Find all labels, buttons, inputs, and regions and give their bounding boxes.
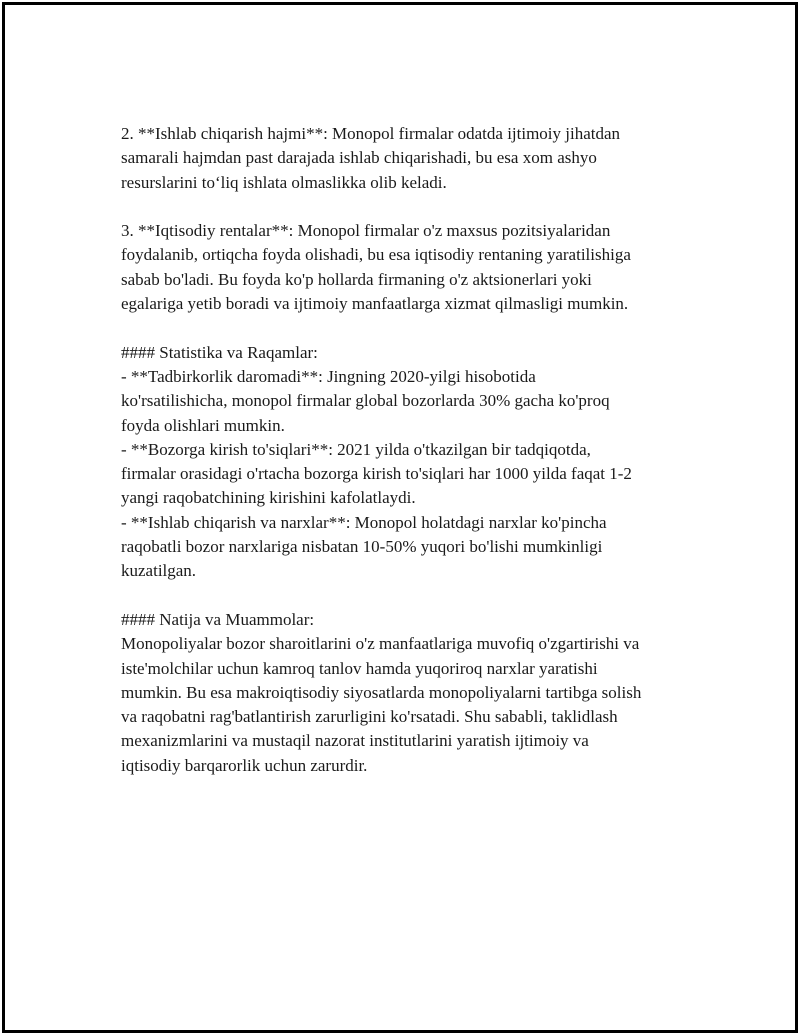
section-results-and-problems: #### Natija va Muammolar: Monopoliyalar bozor sharoitlarini o'z manfaatlariga muvofiq o'zgartirishi va iste'molchilar uchun kamroq tanlov hamda yuqoriroq narxlar yaratishi mumkin. Bu esa makroiqtisodiy siyosatlarda monopoliyalarni tartibga solish va raqobatni rag'batlantirish zarurligini ko'rsatadi. Shu sababli, taklidlash mexanizmlarini va mustaqil nazorat institutlarini yaratish ijtimoiy va iqtisodiy barqarorlik uchun zarurdir. [121,609,642,775]
page-frame [2,2,798,1033]
paragraph-gap [121,584,701,608]
document-body [121,122,701,778]
paragraph-production-volume: 2. **Ishlab chiqarish hajmi**: Monopol firmalar odatda ijtimoiy jihatdan samarali hajmdan past darajada ishlab chiqarishadi, bu esa xom ashyo resurslarini to‘liq ishlata olmaslikka olib keladi. [121,124,621,192]
paragraph-gap [121,316,701,340]
paragraph-gap [121,195,701,219]
paragraph-economic-rents: 3. **Iqtisodiy rentalar**: Monopol firmalar o'z maxsus pozitsiyalaridan foydalanib, ortiqcha foyda olishadi, bu esa iqtisodiy rentaning yaratilishiga sabab bo'ladi. Bu foyda ko'p hollarda firmaning o'z aktsionerlari yoki egalariga yetib boradi va ijtimoiy manfaatlarga xizmat qilmasligi mumkin. [121,221,631,314]
section-statistics: #### Statistika va Raqamlar: - **Tadbirkorlik daromadi**: Jingning 2020-yilgi hisobotida ko'rsatilishicha, monopol firmalar global bozorlarda 30% gacha ko'proq foyda olishlari mumkin. - **Bozorga kirish to'siqlari**: 2021 yilda o'tkazilgan bir tadqiqotda, firmalar orasidagi o'rtacha bozorga kirish to'siqlari har 1000 yilda faqat 1-2 yangi raqobatchining kirishini kafolatlaydi. - **Ishlab chiqarish va narxlar**: Monopol holatdagi narxlar ko'pincha raqobatli bozor narxlariga nisbatan 10-50% yuqori bo'lishi mumkinligi kuzatilgan. [121,342,632,581]
